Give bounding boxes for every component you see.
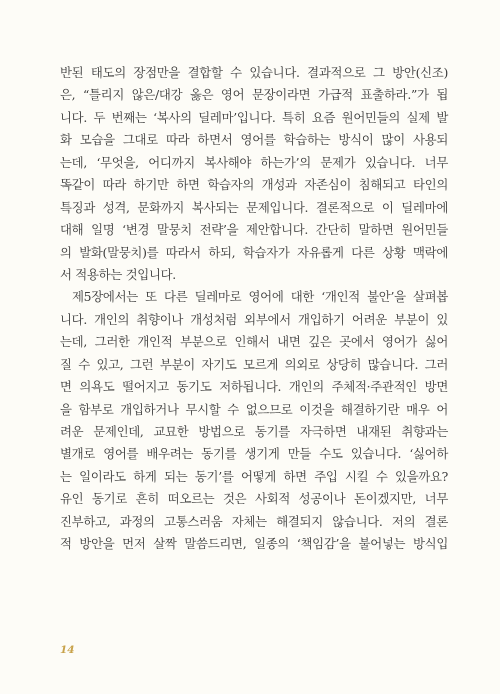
page-number: 14: [60, 644, 75, 656]
text-line: 니다. 개인의 취향이나 개성처럼 외부에서 개입하기 어려운 부분이 있: [60, 311, 448, 327]
text-line: 니다. 두 번째는 ‘복사의 딜레마’입니다. 특히 요즘 원어민들의 실제 발: [60, 109, 448, 125]
text-line: 서 적용하는 것입니다.: [60, 266, 176, 282]
text-line: 대해 일명 ‘변경 말뭉치 전략’을 제안합니다. 간단히 말하면 원어민들: [60, 222, 448, 238]
text-line: 특징과 성격, 문화까지 복사되는 문제입니다. 결론적으로 이 딜레마에: [60, 199, 448, 215]
paragraph-2: [60, 286, 448, 555]
text-line: 는 일이라도 하게 되는 동기’를 어떻게 하면 주입 시킬 수 있을까요?: [60, 468, 448, 484]
text-line: 려운 문제인데, 교묘한 방법으로 동기를 자극하면 내재된 취향과는: [60, 424, 448, 439]
text-line: 을 함부로 개입하거나 무시할 수 없으므로 이것을 해결하기란 매우 어: [60, 401, 448, 417]
text-line: 똑같이 따라 하기만 하면 학습자의 개성과 자존심이 침해되고 타인의: [60, 177, 448, 193]
text-line: 의 발화(말뭉치)를 따라서 하되, 학습자가 자유롭게 다른 상황 맥락에: [60, 244, 448, 260]
text-line: 화 모습을 그대로 따라 하면서 영어를 학습하는 방식이 많이 사용되: [60, 132, 448, 148]
text-line: 적 방안을 먼저 살짝 말씀드리면, 일종의 ‘책임감’을 불어넣는 방식입: [60, 536, 448, 552]
text-line: 제5장에서는 또 다른 딜레마로 영어에 대한 ‘개인적 불안’을 살펴봅: [72, 289, 448, 305]
text-line: 유인 동기로 흔히 떠오르는 것은 사회적 성공이나 돈이겠지만, 너무: [60, 491, 448, 507]
text-line: 질 수 있고, 그런 부분이 자기도 모르게 의외로 상당히 많습니다. 그러: [60, 356, 448, 372]
paragraph-1: [60, 62, 448, 286]
text-line: 별개로 영어를 배우려는 동기를 생기게 만들 수도 있습니다. ‘싫어하: [60, 446, 448, 462]
text-line: 진부하고, 과정의 고통스러움 자체는 해결되지 않습니다. 저의 결론: [60, 513, 448, 529]
text-line: 은, “틀리지 않은/대강 옳은 영어 문장이라면 가급적 표출하라.”가 됩: [60, 87, 448, 103]
text-line: 면 의욕도 떨어지고 동기도 저하됩니다. 개인의 주체적·주관적인 방면: [60, 379, 448, 395]
text-line: 는데, 그러한 개인적 부분으로 인해서 내면 깊은 곳에서 영어가 싫어: [60, 334, 448, 350]
body-text: [60, 62, 448, 556]
text-line: 는데, ‘무엇을, 어디까지 복사해야 하는가’의 문제가 있습니다. 너무: [60, 154, 448, 170]
text-line: 반된 태도의 장점만을 결합할 수 있습니다. 결과적으로 그 방안(신조): [60, 65, 448, 80]
